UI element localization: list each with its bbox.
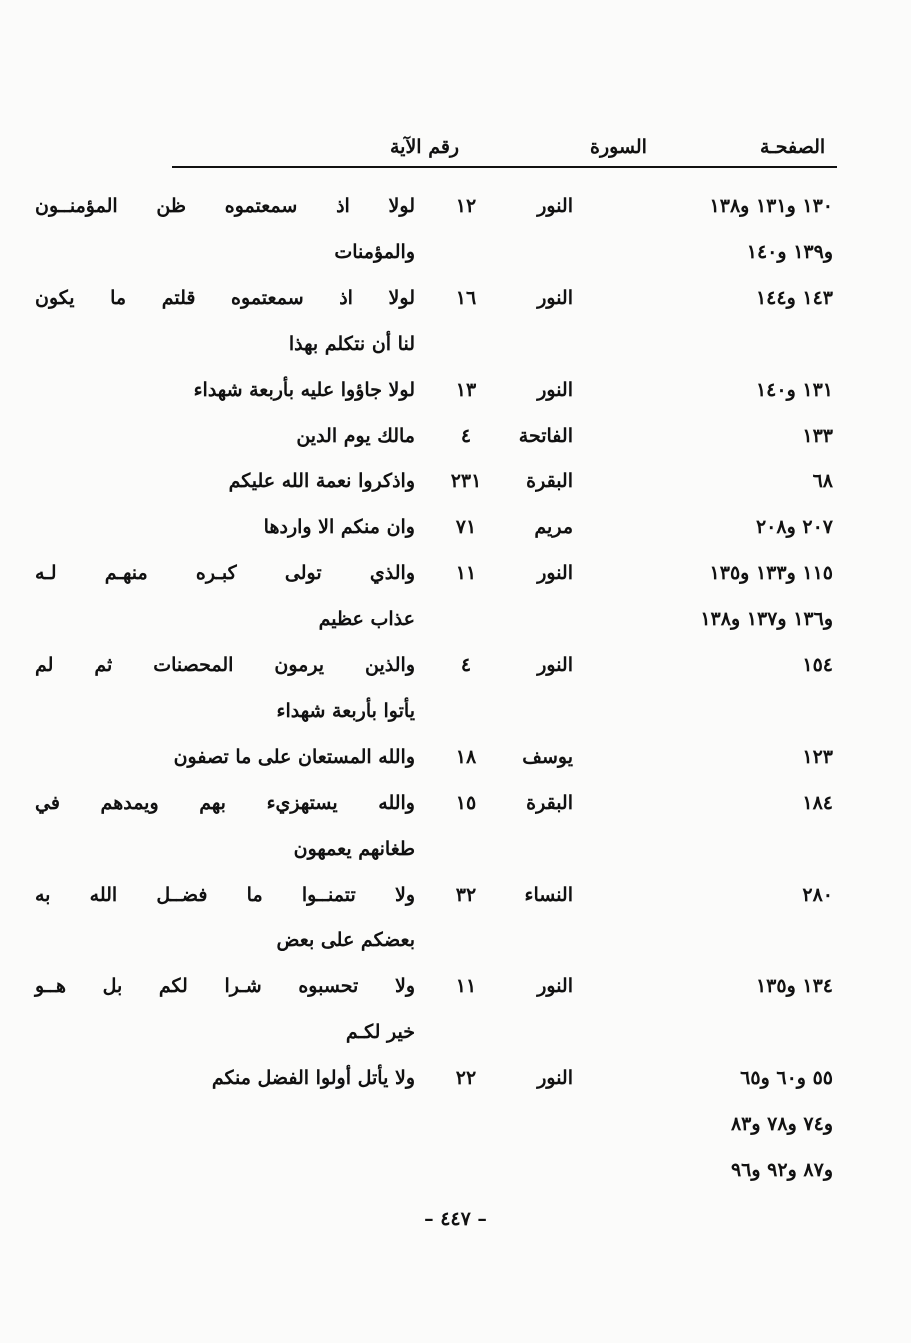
verse-text: طغانهم يعمهون <box>293 838 415 860</box>
surah-name: الفاتحة <box>518 425 573 447</box>
surah-name: يوسف <box>522 746 573 768</box>
page-reference: و٧٤ و٧٨ و٨٣ <box>730 1113 833 1135</box>
page-reference: ٥٥ و٦٠ و٦٥ <box>740 1067 833 1089</box>
surah-name: النور <box>537 562 573 584</box>
page-reference: ١٣٠ و١٣١ و١٣٨ <box>709 195 833 217</box>
surah-name: النور <box>537 1067 573 1089</box>
verse-text: يأتوا بأربعة شهداء <box>276 700 415 722</box>
surah-name: النور <box>537 975 573 997</box>
page-reference: ٢٨٠ <box>802 884 833 906</box>
verse-text: والمؤمنات <box>334 241 415 263</box>
page-reference: و١٣٦ و١٣٧ و١٣٨ <box>700 608 833 630</box>
verse-text: واذكروا نعمة الله عليكم <box>228 470 415 492</box>
page-reference: ١٤٣ و١٤٤ <box>755 287 833 309</box>
verse-text: لنا أن نتكلم بهذا <box>288 333 415 355</box>
page-reference: ٢٠٧ و٢٠٨ <box>755 516 833 538</box>
column-header-page: الصفحـة <box>760 136 826 158</box>
page-reference: ١١٥ و١٣٣ و١٣٥ <box>709 562 833 584</box>
verse-text: ولا تتمنــوا ما فضــل الله به <box>35 884 415 906</box>
page-reference: ١٣٤ و١٣٥ <box>755 975 833 997</box>
ayah-number: ١١ <box>455 975 477 997</box>
page-reference: و٨٧ و٩٢ و٩٦ <box>730 1159 833 1181</box>
surah-name: النور <box>537 195 573 217</box>
verse-text: مالك يوم الدين <box>296 425 415 447</box>
verse-text: عذاب عظيم <box>318 608 415 630</box>
page-reference: ١٣١ و١٤٠ <box>755 379 833 401</box>
page-number-footer: – ٤٤٧ – <box>424 1208 487 1230</box>
ayah-number: ١٨ <box>455 746 477 768</box>
verse-text: لولا جاؤوا عليه بأربعة شهداء <box>193 379 415 401</box>
surah-name: النور <box>537 287 573 309</box>
header-rule <box>172 166 837 168</box>
verse-text: خير لكـم <box>345 1021 415 1043</box>
surah-name: النساء <box>524 884 573 906</box>
surah-name: البقرة <box>526 792 573 814</box>
ayah-number: ٤ <box>460 654 472 676</box>
page-reference: ١٢٣ <box>802 746 833 768</box>
surah-name: البقرة <box>526 470 573 492</box>
surah-name: مريم <box>534 516 573 538</box>
surah-name: النور <box>537 654 573 676</box>
ayah-number: ٧١ <box>455 516 477 538</box>
page-reference: ٦٨ <box>812 470 833 492</box>
ayah-number: ١٦ <box>455 287 477 309</box>
ayah-number: ٣٢ <box>455 884 477 906</box>
page-reference: ١٨٤ <box>802 792 833 814</box>
verse-text: ولا تحسبوه شـرا لكم بل هــو <box>35 975 415 997</box>
ayah-number: ١٥ <box>455 792 477 814</box>
column-header-ayah: رقم الآية <box>390 136 460 158</box>
ayah-number: ٢٢ <box>455 1067 477 1089</box>
ayah-number: ٢٣١ <box>450 470 482 492</box>
page-reference: ١٥٤ <box>802 654 833 676</box>
verse-text: وان منكم الا واردها <box>263 516 415 538</box>
ayah-number: ١٢ <box>455 195 477 217</box>
ayah-number: ٤ <box>460 425 472 447</box>
verse-text: والذين يرمون المحصنات ثم لم <box>35 654 415 676</box>
verse-text: ولا يأتل أولوا الفضل منكم <box>211 1067 415 1089</box>
verse-text: بعضكم على بعض <box>276 929 415 951</box>
verse-text: لولا اذ سمعتموه قلتم ما يكون <box>35 287 415 309</box>
ayah-number: ١١ <box>455 562 477 584</box>
ayah-number: ١٣ <box>455 379 477 401</box>
verse-text: لولا اذ سمعتموه ظن المؤمنــون <box>35 195 415 217</box>
column-header-surah: السورة <box>590 136 647 158</box>
page-reference: و١٣٩ و١٤٠ <box>746 241 833 263</box>
page-reference: ١٣٣ <box>802 425 833 447</box>
surah-name: النور <box>537 379 573 401</box>
verse-text: والله يستهزيء بهم ويمدهم في <box>35 792 415 814</box>
verse-text: والله المستعان على ما تصفون <box>173 746 415 768</box>
verse-text: والذي تولى كبـره منهـم لـه <box>35 562 415 584</box>
